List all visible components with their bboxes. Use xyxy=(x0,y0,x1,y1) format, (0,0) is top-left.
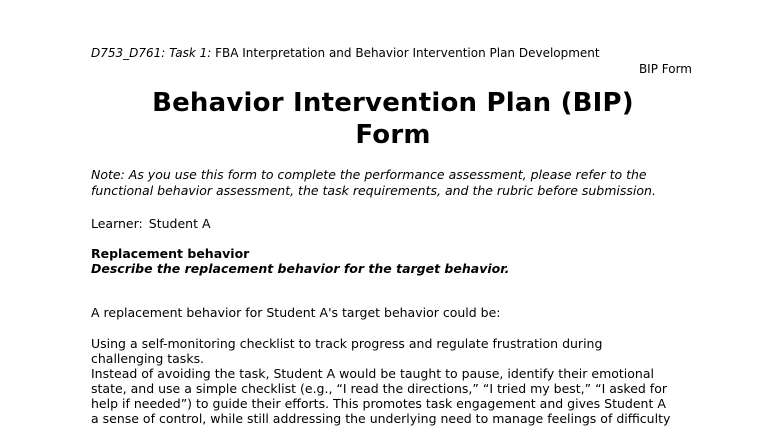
response-paragraph-1 xyxy=(91,336,695,366)
page-title-line-1: Behavior Intervention Plan (BIP) xyxy=(152,88,634,118)
response-line: Instead of avoiding the task, Student A would be taught to pause, identify their emotional xyxy=(91,366,654,381)
form-label: BIP Form xyxy=(638,62,692,76)
learner-value: Student A xyxy=(148,216,211,231)
document-header xyxy=(91,46,695,61)
section-prompt: Describe the replacement behavior for the target behavior. xyxy=(91,261,510,276)
blank-space xyxy=(91,276,695,305)
course-code: D753_D761: Task 1: xyxy=(91,46,212,60)
page-title xyxy=(91,87,695,151)
response-line: challenging tasks. xyxy=(91,351,205,366)
document-page xyxy=(91,46,695,426)
response-paragraph-2 xyxy=(91,366,695,426)
instructions-note xyxy=(91,167,695,199)
learner-field xyxy=(91,216,695,231)
section-heading-replacement-behavior: Replacement behavior xyxy=(91,246,250,261)
response-intro: A replacement behavior for Student A's target behavior could be: xyxy=(91,305,501,320)
note-line-1: Note: As you use this form to complete the performance assessment, please refer to the xyxy=(91,167,647,182)
blank-space xyxy=(91,320,695,336)
learner-label: Learner: xyxy=(91,216,143,231)
response-line: Using a self-monitoring checklist to track progress and regulate frustration during xyxy=(91,336,603,351)
response-line: state, and use a simple checklist (e.g., “I read the directions,” “I tried my best,” “I asked for xyxy=(91,381,667,396)
response-line: a sense of control, while still addressing the underlying need to manage feelings of difficulty xyxy=(91,411,671,426)
response-line: help if needed”) to guide their efforts. This promotes task engagement and gives Student A xyxy=(91,396,666,411)
task-title: FBA Interpretation and Behavior Intervention Plan Development xyxy=(215,46,600,60)
note-line-2: functional behavior assessment, the task requirements, and the rubric before submission. xyxy=(91,183,656,198)
page-title-line-2: Form xyxy=(355,120,431,150)
